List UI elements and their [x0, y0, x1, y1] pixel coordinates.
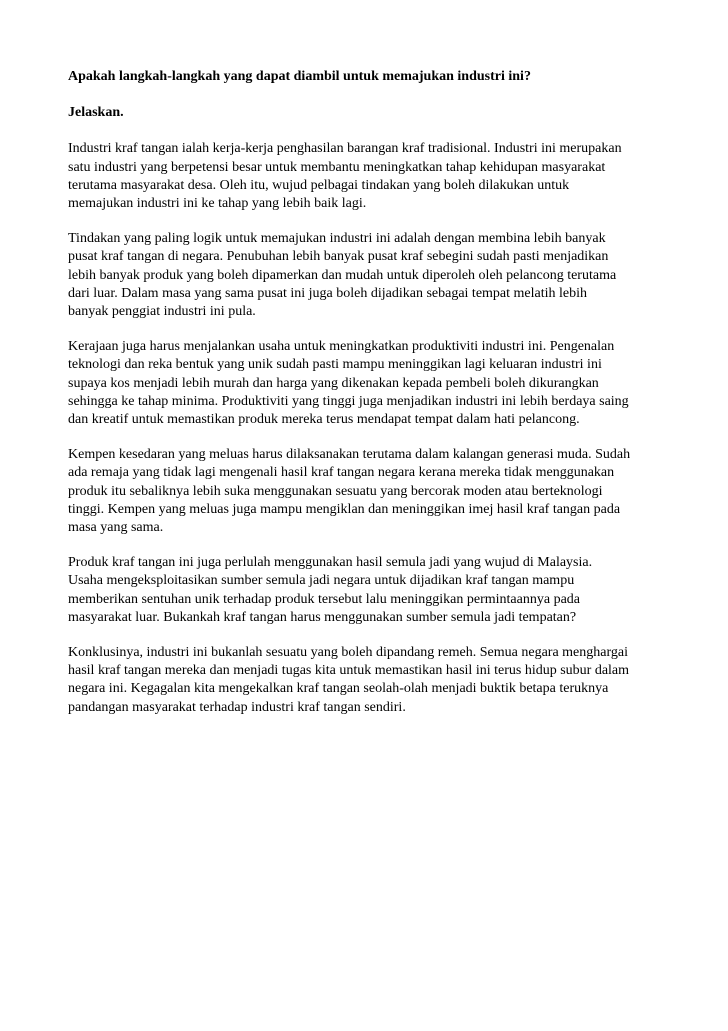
paragraph-line: sehingga ke tahap minima. Produktiviti yang tinggi juga menjadikan industri ini lebih berdaya saing — [68, 393, 629, 409]
paragraph-line: memberikan sentuhan unik terhadap produk tersebut lalu meninggikan permintaannya pada — [68, 591, 581, 607]
paragraph-line: dari luar. Dalam masa yang sama pusat ini juga boleh dijadikan sebagai tempat melatih lebih — [68, 285, 588, 301]
paragraph-line: masyarakat luar. Bukankah kraf tangan harus menggunakan sumber semula jadi tempatan? — [68, 609, 577, 625]
instruction-heading: Jelaskan. — [68, 105, 124, 121]
paragraph-point-4 — [68, 554, 658, 627]
paragraph-line: terutama masyarakat desa. Oleh itu, wujud pelbagai tindakan yang boleh dilakukan untuk — [68, 177, 570, 193]
paragraph-line: produk itu sebaliknya lebih suka menggunakan sesuatu yang bercorak moden atau berteknologi — [68, 483, 603, 499]
paragraph-line: pusat kraf tangan di negara. Penubuhan lebih banyak pusat kraf sebegini sudah pasti menjadikan — [68, 249, 609, 265]
paragraph-introduction — [68, 140, 658, 213]
paragraph-line: Usaha mengeksploitasikan sumber semula jadi negara untuk dijadikan kraf tangan mampu — [68, 573, 575, 589]
paragraph-point-1 — [68, 230, 658, 321]
paragraph-line: banyak penggiat industri ini pula. — [68, 304, 256, 320]
question-heading: Apakah langkah-langkah yang dapat diambil untuk memajukan industri ini? — [68, 69, 531, 84]
paragraph-line: teknologi dan reka bentuk yang unik sudah pasti mampu meninggikan lagi keluaran industri ini — [68, 357, 602, 373]
paragraph-line: negara ini. Kegagalan kita mengekalkan kraf tangan seolah-olah menjadi buktik betapa teruknya — [68, 681, 609, 697]
paragraph-line: satu industri yang berpetensi besar untuk membantu meningkatkan tahap kehidupan masyarakat — [68, 159, 606, 175]
paragraph-line: supaya kos menjadi lebih murah dan harga yang dikenakan kepada pembeli boleh dikurangkan — [68, 375, 599, 391]
document-page — [68, 68, 658, 734]
paragraph-line: memajukan industri ini ke tahap yang lebih baik lagi. — [68, 196, 367, 212]
paragraph-line: masa yang sama. — [68, 520, 164, 536]
paragraph-line: lebih banyak produk yang boleh dipamerkan dan mudah untuk diperoleh oleh pelancong terutama — [68, 267, 617, 283]
paragraph-line: tinggi. Kempen yang meluas juga mampu mengiklan dan meninggikan imej hasil kraf tangan pada — [68, 501, 621, 517]
paragraph-line: Tindakan yang paling logik untuk memajukan industri ini adalah dengan membina lebih banyak — [68, 231, 606, 247]
paragraph-line: hasil kraf tangan mereka dan menjadi tugas kita untuk memastikan hasil ini terus hidup subur dalam — [68, 663, 630, 679]
paragraph-line: ada remaja yang tidak lagi mengenali hasil kraf tangan negara kerana mereka tidak menggunakan — [68, 465, 615, 481]
paragraph-line: Kerajaan juga harus menjalankan usaha untuk meningkatkan produktiviti industri ini. Pengenalan — [68, 339, 615, 355]
paragraph-line: Kempen kesedaran yang meluas harus dilaksanakan terutama dalam kalangan generasi muda. Sudah — [68, 447, 631, 463]
paragraph-point-3 — [68, 446, 658, 537]
paragraph-line: dan kreatif untuk memastikan produk mereka terus mendapat tempat dalam hati pelancong. — [68, 412, 580, 428]
paragraph-line: Konklusinya, industri ini bukanlah sesuatu yang boleh dipandang remeh. Semua negara menghargai — [68, 645, 628, 661]
paragraph-point-2 — [68, 338, 658, 429]
paragraph-line: pandangan masyarakat terhadap industri kraf tangan sendiri. — [68, 699, 406, 715]
paragraph-conclusion — [68, 644, 658, 717]
paragraph-line: Produk kraf tangan ini juga perlulah menggunakan hasil semula jadi yang wujud di Malaysia. — [68, 555, 593, 571]
paragraph-line: Industri kraf tangan ialah kerja-kerja penghasilan barangan kraf tradisional. Industri ini merupakan — [68, 141, 622, 157]
